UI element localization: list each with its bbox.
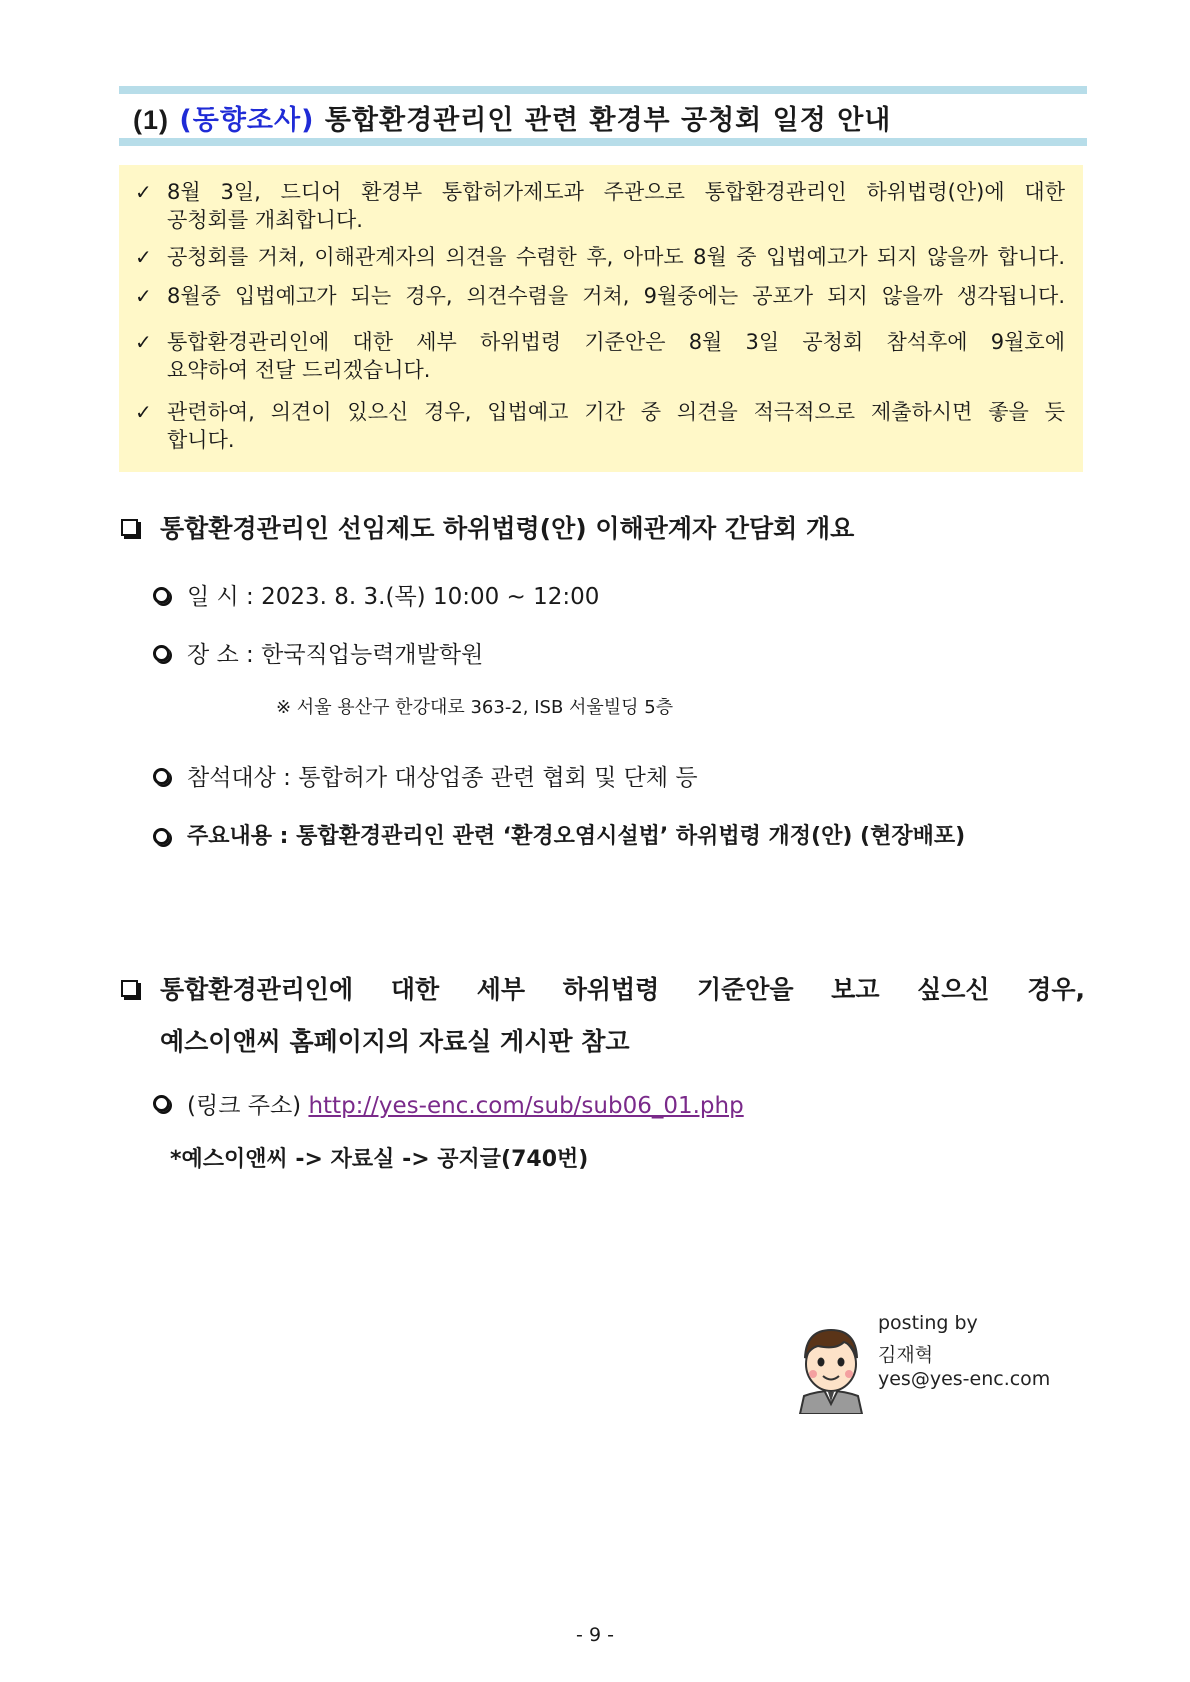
posting-label: posting by [878,1312,978,1334]
summary-line: 통합환경관리인에 대한 세부 하위법령 기준안은 8월 3일 공청회 참석후에 9월호에 [167,330,1065,354]
navigation-path: *예스이앤씨 -> 자료실 -> 공지글(740번) [170,1147,589,1172]
section2-heading-line2: 예스이앤씨 홈페이지의 자료실 게시판 참고 [160,1027,630,1056]
link-label: (링크 주소) [187,1093,302,1119]
summary-text [167,178,1065,234]
checkmark-icon: ✓ [135,284,152,308]
summary-line: 관련하여, 의견이 있으신 경우, 입법예고 기간 중 의견을 적극적으로 제출하시면 좋을 듯 [167,400,1065,424]
title-bar-bottom [119,138,1087,146]
address-note: ※ 서울 용산구 한강대로 363-2, ISB 서울빌딩 5층 [276,697,674,718]
section1-heading: 통합환경관리인 선임제도 하위법령(안) 이해관계자 간담회 개요 [160,514,855,543]
summary-text [167,398,1065,454]
checkmark-icon: ✓ [135,180,152,204]
title-text: 통합환경관리인 관련 환경부 공청회 일정 안내 [324,105,892,136]
author-avatar-icon [796,1322,866,1414]
event-attendees: 참석대상 : 통합허가 대상업종 관련 협회 및 단체 등 [187,765,698,791]
summary-text [167,328,1065,384]
summary-line: 8월중 입법예고가 되는 경우, 의견수렴을 거쳐, 9월중에는 공포가 되지 않을까 생각됩니다. [167,284,1065,308]
section2-heading-line1: 통합환경관리인에 대한 세부 하위법령 기준안을 보고 싶으신 경우, [160,975,1085,1004]
summary-line: 공청회를 거쳐, 이해관계자의 의견을 수렴한 후, 아마도 8월 중 입법예고가 되지 않을까 합니다. [167,245,1065,269]
event-date: 일 시 : 2023. 8. 3.(목) 10:00 ~ 12:00 [187,584,600,610]
summary-line: 8월 3일, 드디어 환경부 통합허가제도과 주관으로 통합환경관리인 하위법령(안)에 대한 [167,180,1065,204]
page-title [133,98,891,137]
checkbox-square-icon [121,519,138,536]
checkmark-icon: ✓ [135,400,152,424]
circle-bullet-icon [153,828,170,845]
circle-bullet-icon [153,1095,170,1112]
title-number: (1) [133,105,169,135]
title-bar-top [119,86,1087,94]
circle-bullet-icon [153,768,170,785]
checkbox-square-icon [121,980,138,997]
link-row [187,1087,744,1120]
circle-bullet-icon [153,587,170,604]
title-band [119,86,1087,146]
summary-line: 합니다. [167,428,235,452]
homepage-link[interactable]: http://yes-enc.com/sub/sub06_01.php [308,1093,744,1119]
summary-text [167,243,1065,271]
page-number: - 9 - [576,1624,614,1646]
author-email[interactable]: yes@yes-enc.com [878,1368,1051,1390]
event-place: 장 소 : 한국직업능력개발학원 [187,642,484,668]
circle-bullet-icon [153,645,170,662]
event-content: 주요내용 : 통합환경관리인 관련 ‘환경오염시설법’ 하위법령 개정(안) (현장배포) [187,824,966,849]
checkmark-icon: ✓ [135,245,152,269]
summary-line: 공청회를 개최합니다. [167,208,363,232]
summary-text [167,282,1065,310]
title-tag: (동향조사) [179,105,315,136]
summary-box [119,165,1083,472]
summary-line: 요약하여 전달 드리겠습니다. [167,358,431,382]
author-name: 김재혁 [878,1344,934,1366]
checkmark-icon: ✓ [135,330,152,354]
